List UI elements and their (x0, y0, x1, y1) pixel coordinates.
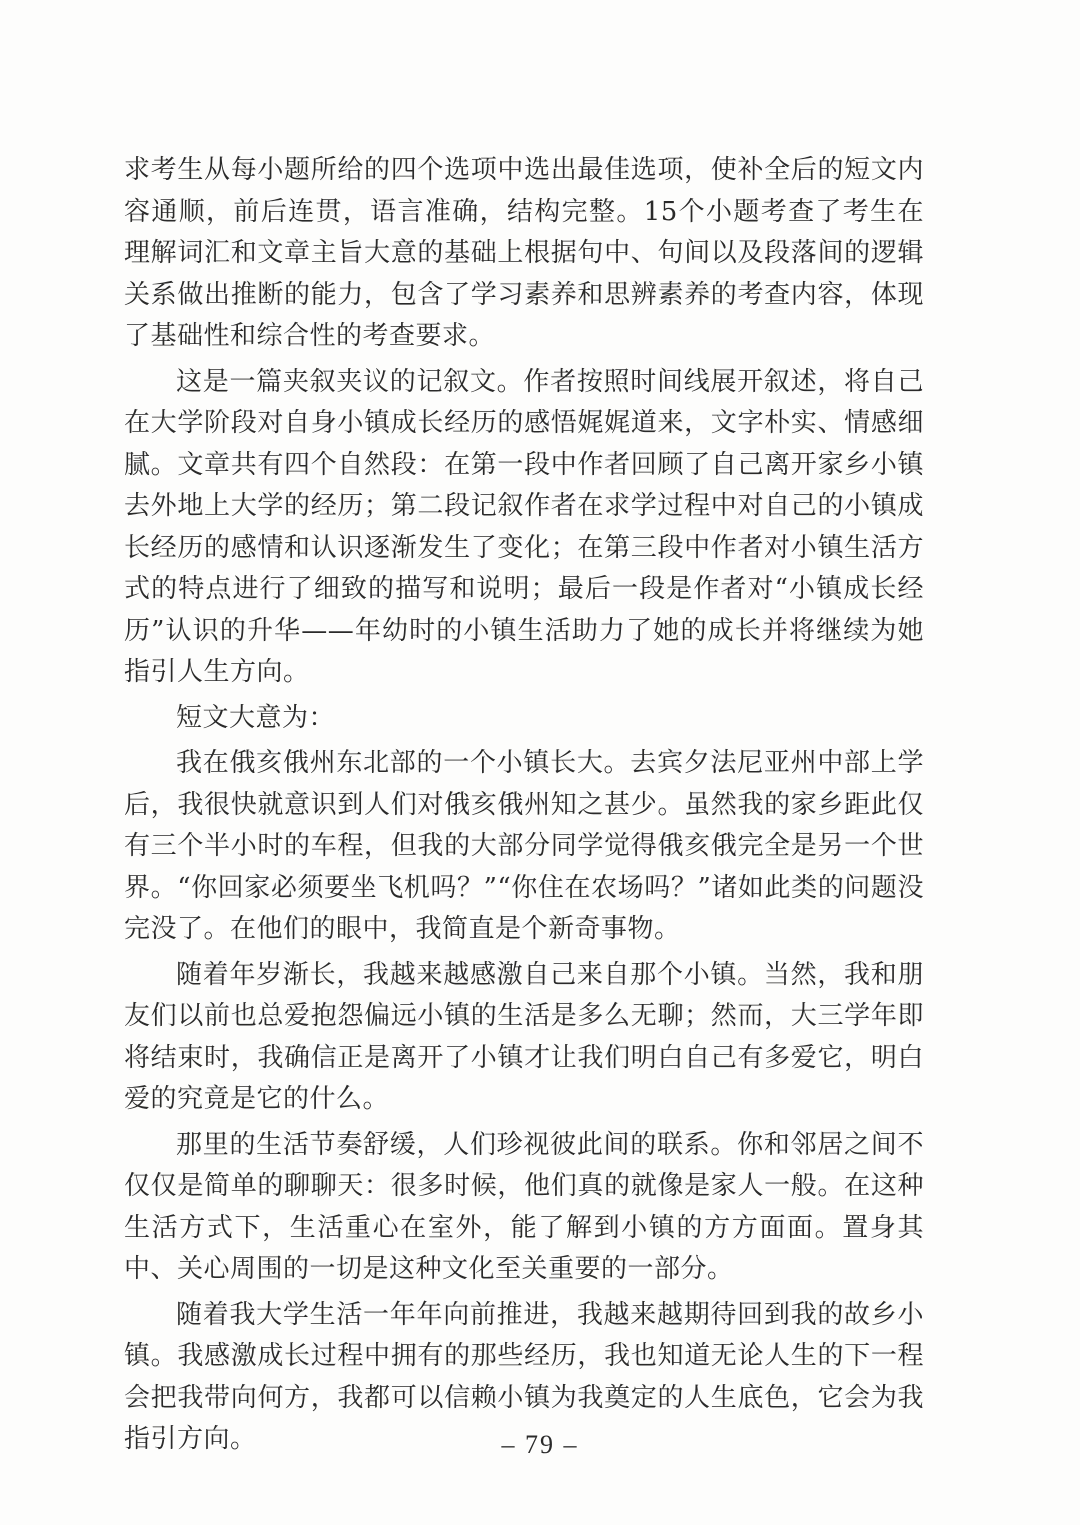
paragraph-continuation: 求考生从每小题所给的四个选项中选出最佳选项，使补全后的短文内容通顺，前后连贯，语言准确，结构完整。15个小题考查了考生在理解词汇和文章主旨大意的基础上根据句中、句间以及段落间的逻辑关系做出推断的能力，包含了学习素养和思辨素养的考查内容，体现了基础性和综合性的考查要求。 (124, 155, 924, 351)
body-text (124, 150, 924, 1465)
page-number: – 79 – (501, 1430, 579, 1459)
paragraph-analysis: 这是一篇夹叙夹议的记叙文。作者按照时间线展开叙述，将自己在大学阶段对自身小镇成长经历的感悟娓娓道来，文字朴实、情感细腻。文章共有四个自然段：在第一段中作者回顾了自己离开家乡小镇去外地上大学的经历；第二段记叙作者在求学过程中对自己的小镇成长经历的感情和认识逐渐发生了变化；在第三段中作者对小镇生活方式的特点进行了细致的描写和说明；最后一段是作者对“小镇成长经历”认识的升华——年幼时的小镇生活助力了她的成长并将继续为她指引人生方向。 (124, 366, 924, 687)
paragraph-summary-3: 那里的生活节奏舒缓，人们珍视彼此间的联系。你和邻居之间不仅仅是简单的聊聊天：很多时候，他们真的就像是家人一般。在这种生活方式下，生活重心在室外，能了解到小镇的方方面面。置身其中、关心周围的一切是这种文化至关重要的一部分。 (124, 1129, 924, 1284)
paragraph-summary-2: 随着年岁渐长，我越来越感激自己来自那个小镇。当然，我和朋友们以前也总爱抱怨偏远小镇的生活是多么无聊；然而，大三学年即将结束时，我确信正是离开了小镇才让我们明白自己有多爱它，明白爱的究竟是它的什么。 (124, 959, 924, 1114)
paragraph-summary-4: 随着我大学生活一年年向前推进，我越来越期待回到我的故乡小镇。我感激成长过程中拥有的那些经历，我也知道无论人生的下一程会把我带向何方，我都可以信赖小镇为我奠定的人生底色，它会为我指引方向。 (124, 1299, 924, 1454)
paragraph-summary-heading: 短文大意为： (176, 702, 336, 733)
paragraph-summary-1: 我在俄亥俄州东北部的一个小镇长大。去宾夕法尼亚州中部上学后，我很快就意识到人们对俄亥俄州知之甚少。虽然我的家乡距此仅有三个半小时的车程，但我的大部分同学觉得俄亥俄完全是另一个世界。“你回家必须要坐飞机吗？”“你住在农场吗？”诸如此类的问题没完没了。在他们的眼中，我简直是个新奇事物。 (124, 748, 924, 944)
